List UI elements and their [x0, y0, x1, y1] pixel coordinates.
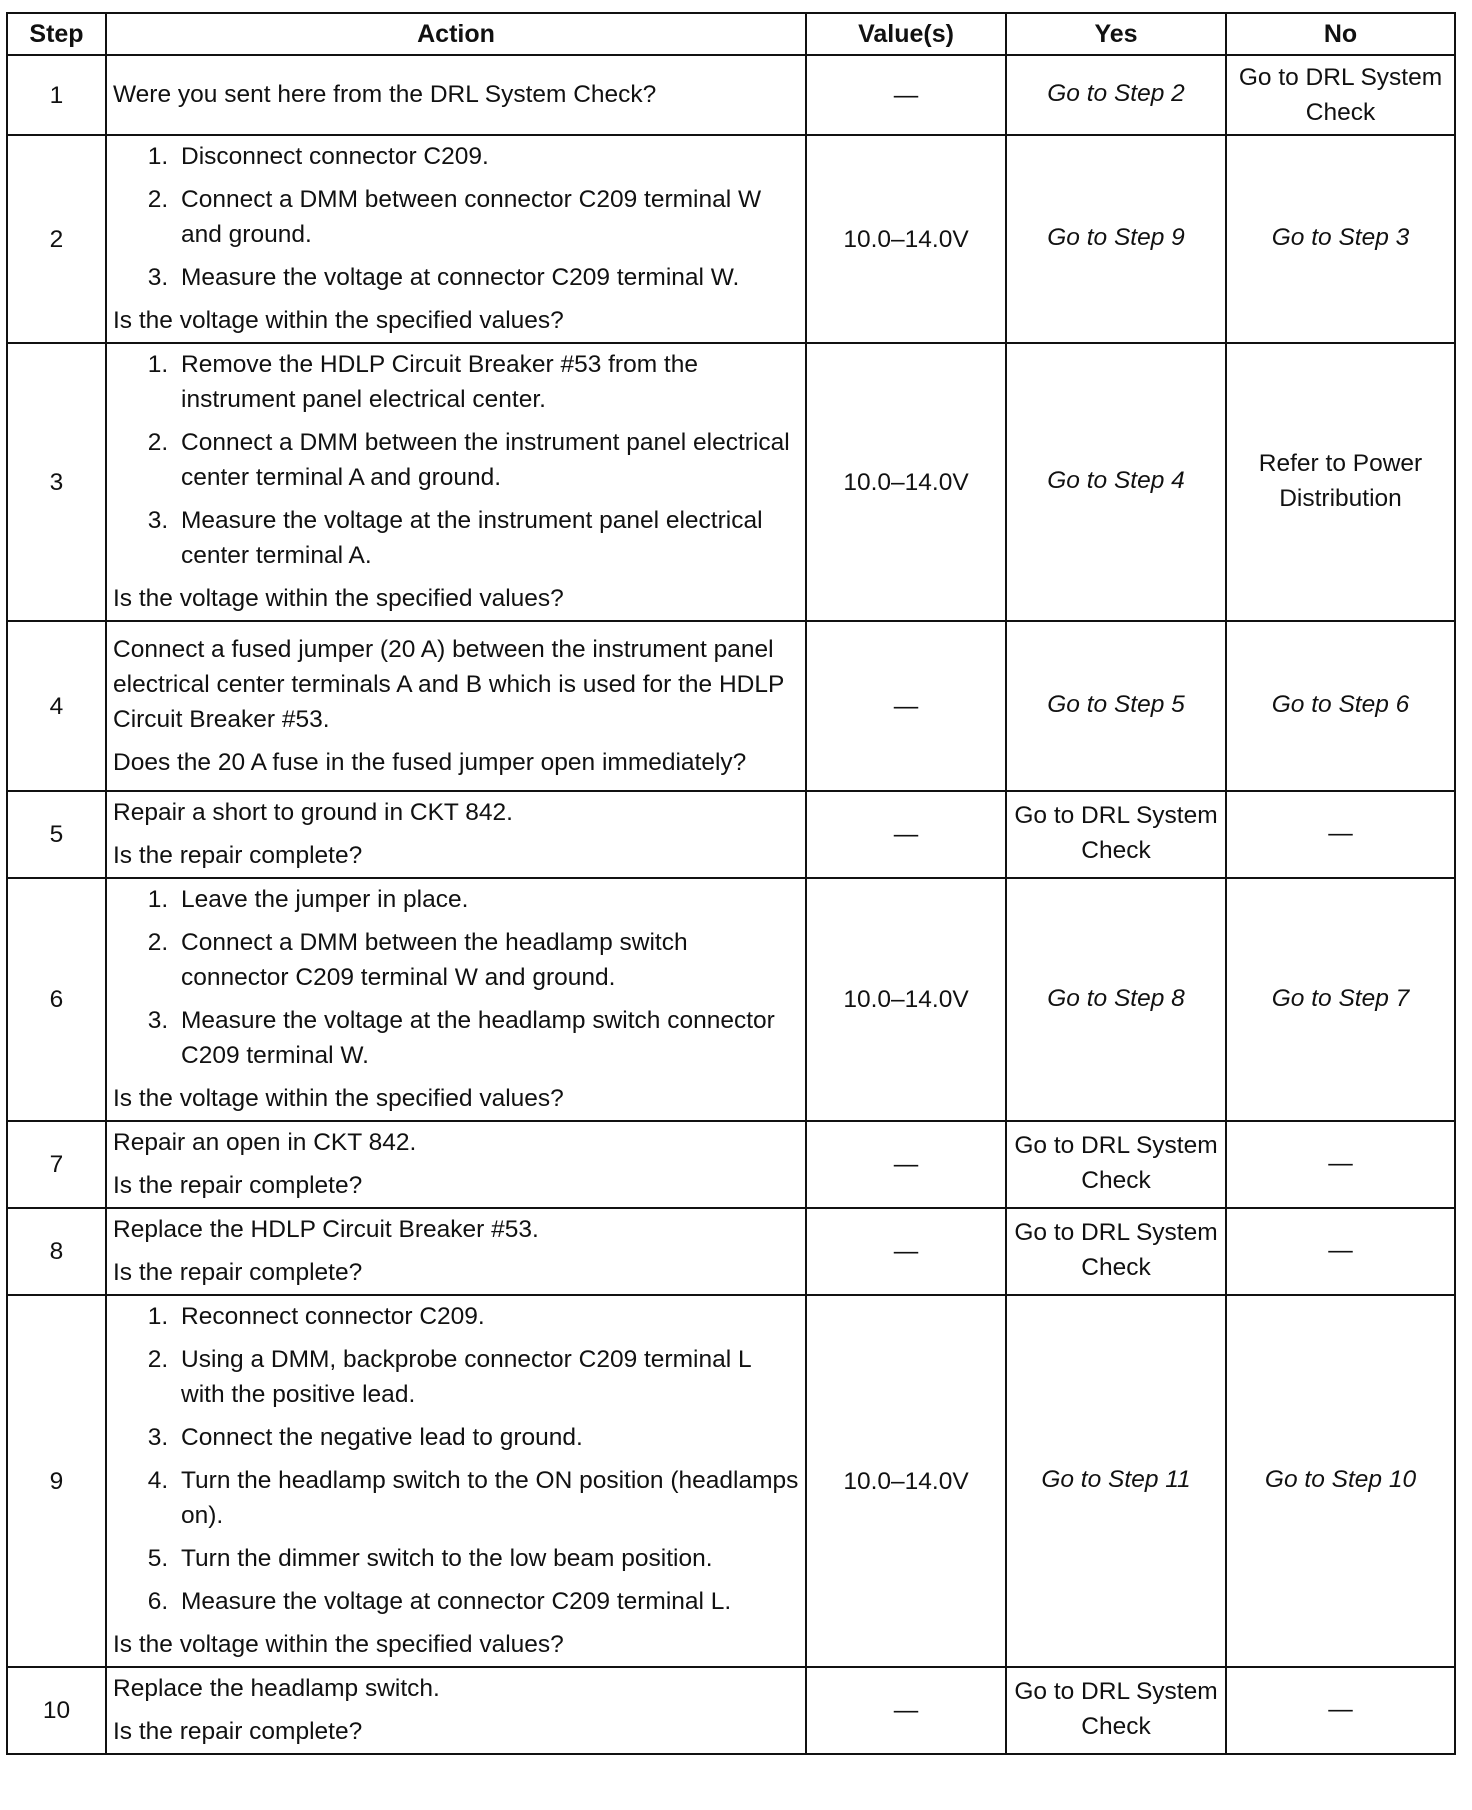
diagnostic-question: Is the repair complete?	[113, 842, 363, 869]
diagnostic-question: Is the voltage within the specified values?	[113, 1085, 564, 1112]
step-number: 6	[7, 878, 106, 1121]
procedure-step: 1. Remove the HDLP Circuit Breaker #53 from the instrument panel electrical center.	[175, 347, 799, 417]
value-cell: —	[806, 55, 1006, 135]
procedure-step: 5. Turn the dimmer switch to the low beam position.	[175, 1541, 799, 1576]
table-row	[7, 1121, 1455, 1208]
diagnostic-question: Is the repair complete?	[113, 1718, 363, 1745]
action-cell	[106, 621, 806, 791]
action-cell	[106, 1667, 806, 1754]
yes-outcome: Go to Step 8	[1006, 878, 1226, 1121]
yes-outcome: Go to Step 11	[1006, 1295, 1226, 1667]
yes-outcome: Go to Step 9	[1006, 135, 1226, 343]
no-outcome: Go to Step 3	[1226, 135, 1455, 343]
table-header-row	[7, 13, 1455, 55]
procedure-step: 2. Connect a DMM between the headlamp switch connector C209 terminal W and ground.	[175, 925, 799, 995]
diagnostic-table	[6, 12, 1456, 1755]
procedure-step: 3. Connect the negative lead to ground.	[175, 1420, 799, 1455]
table-row	[7, 55, 1455, 135]
action-cell	[106, 135, 806, 343]
diagnostic-question: Is the repair complete?	[113, 1259, 363, 1286]
no-outcome: Go to Step 10	[1226, 1295, 1455, 1667]
no-outcome: Refer to Power Distribution	[1226, 343, 1455, 621]
action-text: Connect a fused jumper (20 A) between the instrument panel electrical center terminals A and B which is used for the HDLP Circuit Breaker #53.	[113, 635, 784, 733]
no-outcome: —	[1226, 791, 1455, 878]
table-row	[7, 343, 1455, 621]
yes-outcome: Go to Step 2	[1006, 55, 1226, 135]
value-cell: 10.0–14.0V	[806, 343, 1006, 621]
header-no: No	[1226, 13, 1455, 55]
no-outcome: —	[1226, 1208, 1455, 1295]
diagnostic-question: Is the voltage within the specified values?	[113, 1631, 564, 1658]
procedure-step: 1. Disconnect connector C209.	[175, 139, 799, 174]
procedure-list	[113, 882, 799, 1073]
yes-outcome: Go to DRL System Check	[1006, 1121, 1226, 1208]
procedure-step: 1. Reconnect connector C209.	[175, 1299, 799, 1334]
value-cell: —	[806, 791, 1006, 878]
step-number: 9	[7, 1295, 106, 1667]
step-number: 8	[7, 1208, 106, 1295]
step-number: 10	[7, 1667, 106, 1754]
value-cell: —	[806, 1208, 1006, 1295]
value-cell: 10.0–14.0V	[806, 878, 1006, 1121]
table-row	[7, 135, 1455, 343]
action-text: Repair a short to ground in CKT 842.	[113, 799, 513, 826]
procedure-step: 2. Connect a DMM between the instrument panel electrical center terminal A and ground.	[175, 425, 799, 495]
procedure-list	[113, 139, 799, 295]
procedure-step: 2. Connect a DMM between connector C209 terminal W and ground.	[175, 182, 799, 252]
step-number: 5	[7, 791, 106, 878]
action-cell	[106, 1121, 806, 1208]
action-cell	[106, 1208, 806, 1295]
diagnostic-table-container	[6, 12, 1454, 1755]
yes-outcome: Go to Step 5	[1006, 621, 1226, 791]
no-outcome: Go to Step 6	[1226, 621, 1455, 791]
value-cell: —	[806, 1121, 1006, 1208]
yes-outcome: Go to DRL System Check	[1006, 1208, 1226, 1295]
procedure-list	[113, 1299, 799, 1619]
no-outcome: Go to DRL System Check	[1226, 55, 1455, 135]
value-cell: 10.0–14.0V	[806, 1295, 1006, 1667]
action-cell	[106, 878, 806, 1121]
action-cell	[106, 55, 806, 135]
no-outcome: —	[1226, 1667, 1455, 1754]
yes-outcome: Go to Step 4	[1006, 343, 1226, 621]
procedure-step: 3. Measure the voltage at connector C209 terminal W.	[175, 260, 799, 295]
action-text: Repair an open in CKT 842.	[113, 1129, 417, 1156]
header-action: Action	[106, 13, 806, 55]
value-cell: 10.0–14.0V	[806, 135, 1006, 343]
step-number: 4	[7, 621, 106, 791]
procedure-step: 4. Turn the headlamp switch to the ON position (headlamps on).	[175, 1463, 799, 1533]
header-values: Value(s)	[806, 13, 1006, 55]
header-yes: Yes	[1006, 13, 1226, 55]
diagnostic-question: Is the voltage within the specified values?	[113, 307, 564, 334]
table-row	[7, 791, 1455, 878]
table-row	[7, 621, 1455, 791]
diagnostic-question: Is the repair complete?	[113, 1172, 363, 1199]
table-body	[7, 55, 1455, 1754]
yes-outcome: Go to DRL System Check	[1006, 791, 1226, 878]
diagnostic-question: Is the voltage within the specified values?	[113, 585, 564, 612]
header-step: Step	[7, 13, 106, 55]
procedure-step: 3. Measure the voltage at the headlamp switch connector C209 terminal W.	[175, 1003, 799, 1073]
value-cell: —	[806, 621, 1006, 791]
procedure-step: 6. Measure the voltage at connector C209 terminal L.	[175, 1584, 799, 1619]
action-text: Replace the HDLP Circuit Breaker #53.	[113, 1216, 539, 1243]
procedure-list	[113, 347, 799, 573]
action-cell	[106, 791, 806, 878]
no-outcome: —	[1226, 1121, 1455, 1208]
action-text: Replace the headlamp switch.	[113, 1675, 440, 1702]
no-outcome: Go to Step 7	[1226, 878, 1455, 1121]
procedure-step: 2. Using a DMM, backprobe connector C209 terminal L with the positive lead.	[175, 1342, 799, 1412]
diagnostic-question: Were you sent here from the DRL System Check?	[113, 81, 657, 108]
table-row	[7, 1667, 1455, 1754]
table-row	[7, 878, 1455, 1121]
value-cell: —	[806, 1667, 1006, 1754]
step-number: 3	[7, 343, 106, 621]
procedure-step: 3. Measure the voltage at the instrument panel electrical center terminal A.	[175, 503, 799, 573]
procedure-step: 1. Leave the jumper in place.	[175, 882, 799, 917]
yes-outcome: Go to DRL System Check	[1006, 1667, 1226, 1754]
step-number: 7	[7, 1121, 106, 1208]
diagnostic-question: Does the 20 A fuse in the fused jumper open immediately?	[113, 748, 747, 776]
table-row	[7, 1208, 1455, 1295]
action-cell	[106, 343, 806, 621]
step-number: 1	[7, 55, 106, 135]
step-number: 2	[7, 135, 106, 343]
table-row	[7, 1295, 1455, 1667]
action-cell	[106, 1295, 806, 1667]
